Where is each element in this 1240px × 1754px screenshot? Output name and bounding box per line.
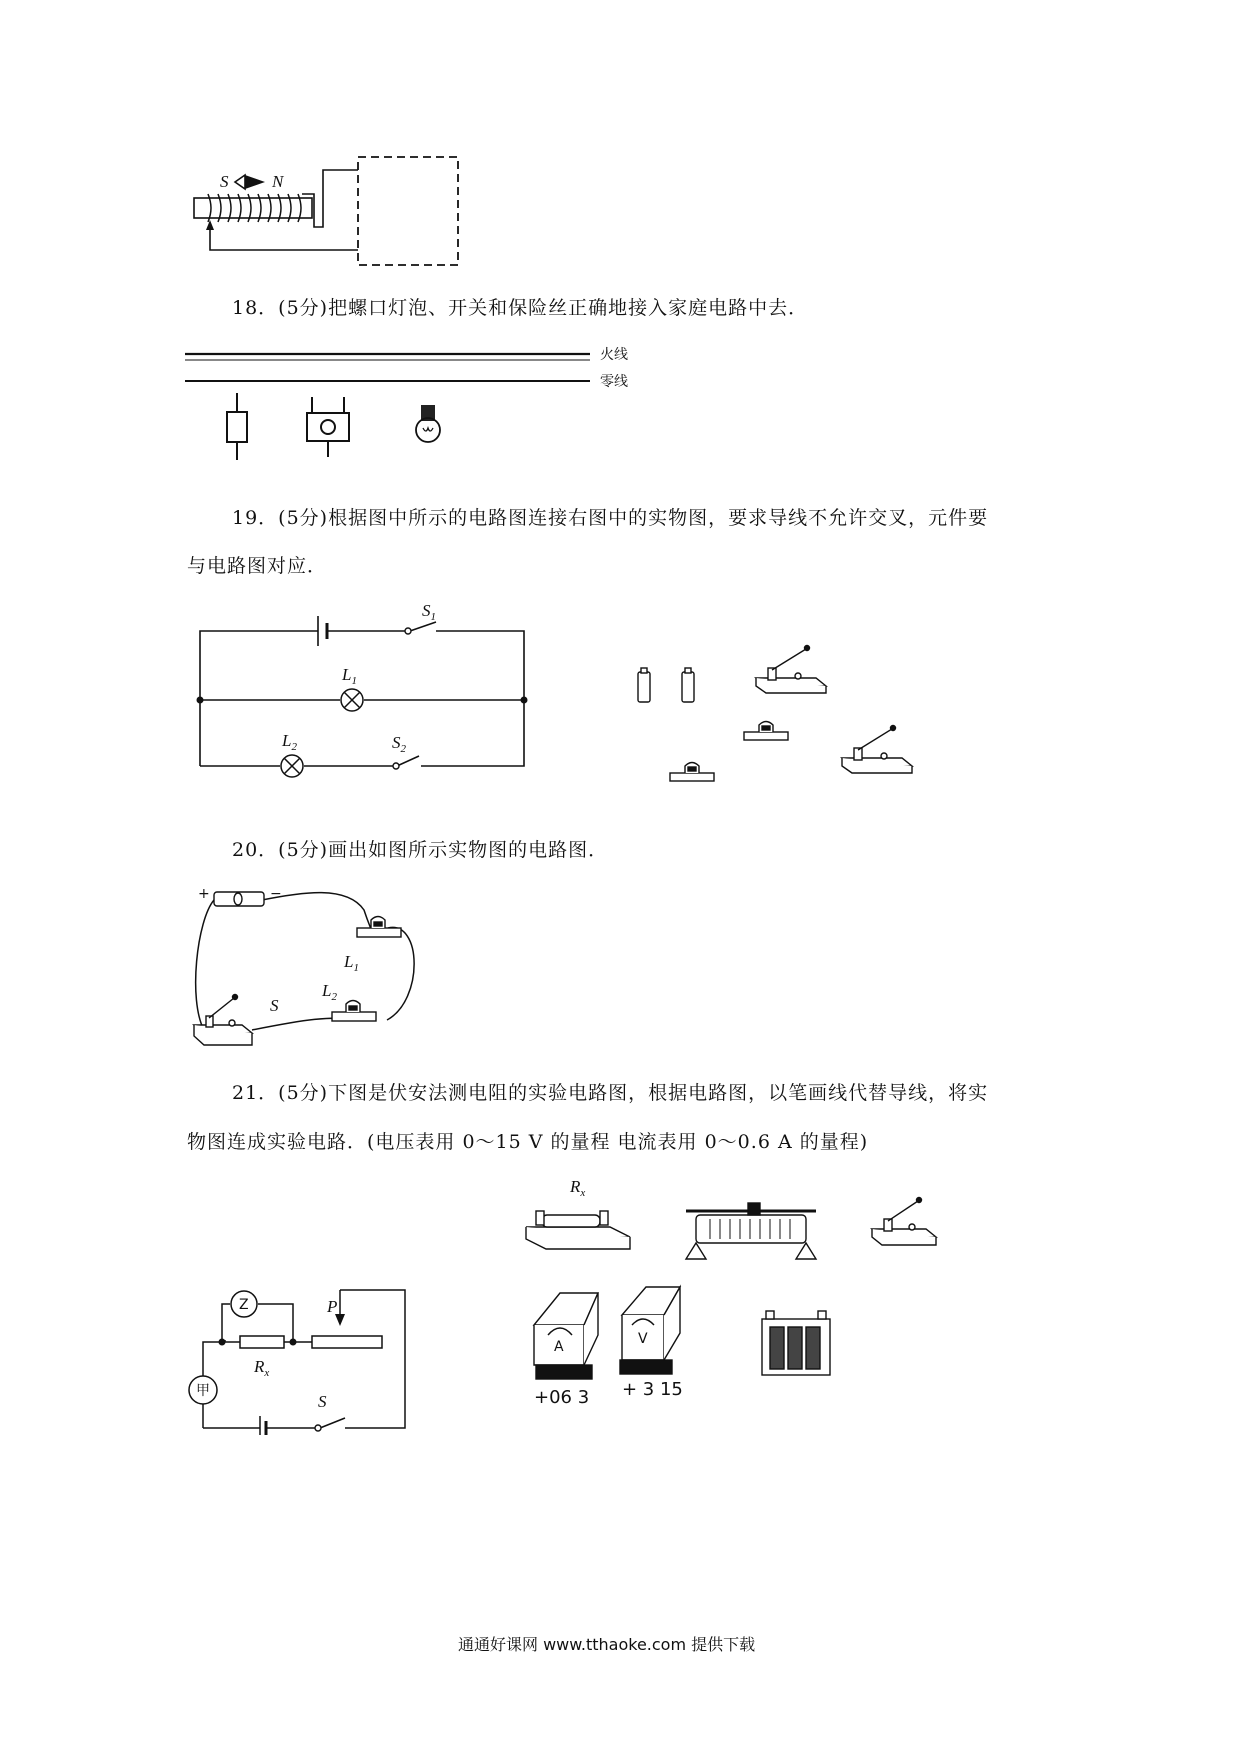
svg-text:A: A	[554, 1339, 564, 1355]
battery-pack-icon	[762, 1311, 830, 1375]
figure-21-physical-components	[520, 1175, 950, 1445]
svg-text:Z: Z	[239, 1297, 249, 1313]
ammeter-icon	[534, 1293, 598, 1379]
figure-18-household-circuit	[185, 335, 655, 465]
pole-n-label: N	[272, 172, 284, 191]
pole-s-label: S	[220, 172, 229, 191]
iron-core	[194, 198, 312, 218]
component-rx-label: $R_x$	[570, 1177, 586, 1199]
lamp-holder-icon	[744, 722, 788, 741]
question-21-line2: 物图连成实验电路．(电压表用 0～15 V 的量程 电流表用 0～0.6 A 的量程)	[187, 1131, 869, 1153]
rheostat	[312, 1336, 382, 1348]
question-21-line1: 21．(5分)下图是伏安法测电阻的实验电路图，根据电路图，以笔画线代替导线，将实	[232, 1082, 989, 1104]
question-19-line1: 19．(5分)根据图中所示的电路图连接右图中的实物图，要求导线不允许交叉，元件要	[232, 507, 989, 529]
compass-needle-n-icon	[245, 175, 265, 189]
label-p: P	[327, 1297, 338, 1316]
ammeter-jia-icon	[189, 1376, 217, 1404]
figure-19-circuit-diagram	[190, 600, 535, 790]
figure-19-physical-components	[620, 640, 935, 800]
label-l1: $L_1$	[344, 952, 359, 974]
lamp-l2-icon	[281, 755, 303, 777]
lamp-holder-icon	[670, 763, 714, 782]
svg-text:甲: 甲	[196, 1383, 210, 1399]
switch-symbol	[307, 397, 349, 457]
screw-bulb-icon	[416, 405, 440, 442]
ammeter-scale-label: +06 3	[534, 1387, 590, 1408]
knife-switch-s-icon	[194, 995, 252, 1046]
voltmeter-icon	[620, 1287, 680, 1374]
fuse-symbol	[227, 393, 247, 460]
label-l2: $L_2$	[322, 981, 337, 1003]
label-l2: $L_2$	[282, 731, 297, 753]
label-s2: $S_2$	[392, 733, 406, 755]
battery-cell-icon	[638, 668, 650, 702]
knife-switch-icon	[872, 1198, 936, 1246]
label-rx: $R_x$	[254, 1357, 270, 1379]
lamp-l2-holder-icon	[332, 1001, 376, 1022]
battery-plus-label: +	[198, 886, 210, 902]
question-20: 20．(5分)画出如图所示实物图的电路图．	[232, 839, 609, 861]
resistor-rx	[240, 1336, 284, 1348]
slider-arrow-icon	[206, 220, 214, 230]
voltmeter-scale-label: + 3 15	[622, 1379, 683, 1400]
lamp-l1-icon	[341, 689, 363, 711]
figure-20-physical-circuit	[192, 880, 462, 1055]
label-s: S	[270, 996, 279, 1015]
switch-s1	[410, 622, 436, 631]
junction-dot	[197, 697, 204, 704]
battery-minus-label: −	[270, 886, 282, 902]
label-s1: $S_1$	[422, 601, 436, 623]
figure-21-circuit-diagram	[180, 1280, 460, 1435]
rheostat-icon	[686, 1203, 816, 1259]
label-l1: $L_1$	[342, 665, 357, 687]
battery-holder-icon	[214, 892, 264, 906]
question-19-line2: 与电路图对应．	[187, 555, 328, 577]
junction-dot	[521, 697, 528, 704]
question-18: 18．(5分)把螺口灯泡、开关和保险丝正确地接入家庭电路中去．	[232, 297, 809, 319]
label-s: S	[318, 1392, 327, 1411]
svg-text:V: V	[638, 1331, 648, 1347]
figure-17-electromagnet	[190, 150, 490, 275]
footer-source: 通通好课网 www.tthaoke.com 提供下载	[458, 1635, 756, 1654]
neutral-wire-label: 零线	[600, 374, 628, 390]
compass-needle-s-icon	[235, 175, 245, 189]
knife-switch-icon	[842, 726, 912, 774]
knife-switch-icon	[756, 646, 826, 694]
live-wire-label: 火线	[600, 347, 628, 363]
resistor-box-icon	[526, 1211, 630, 1249]
dashed-box	[358, 157, 458, 265]
battery-cell-icon	[682, 668, 694, 702]
switch-s2	[397, 756, 419, 766]
voltmeter-z-icon	[231, 1291, 257, 1317]
